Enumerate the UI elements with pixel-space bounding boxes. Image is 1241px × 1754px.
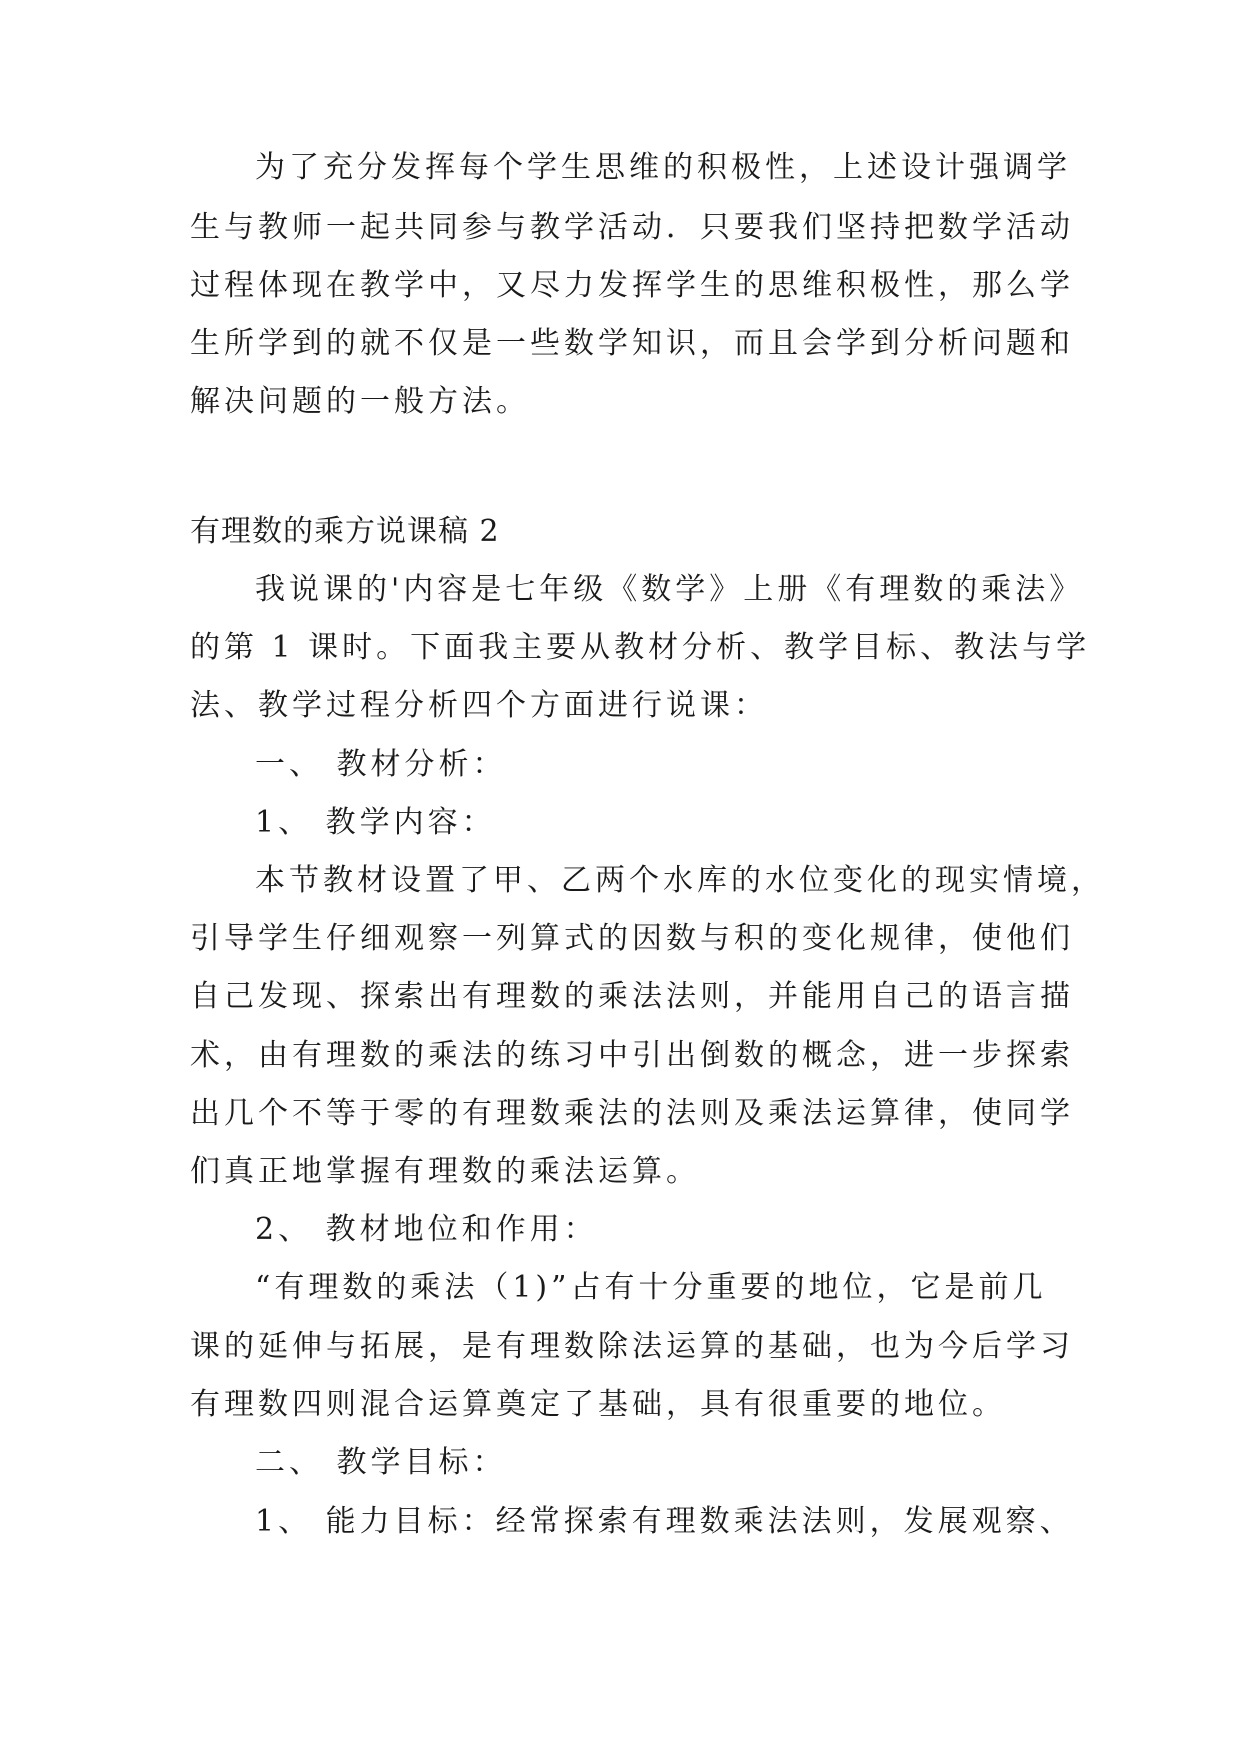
paragraph-line: 自己发现、探索出有理数的乘法法则，并能用自己的语言描: [190, 979, 1074, 1014]
subheading-textbook-role: 2、 教材地位和作用：: [255, 1212, 598, 1247]
subheading-teaching-content: 1、 教学内容：: [255, 805, 496, 840]
subheading-ability-goal: 1、 能力目标：经常探索有理数乘法法则，发展观察、: [255, 1504, 1074, 1539]
paragraph-line: 本节教材设置了甲、乙两个水库的水位变化的现实情境，: [255, 863, 1105, 898]
paragraph-line: 的第 1 课时。下面我主要从教材分析、教学目标、教法与学: [190, 630, 1091, 665]
paragraph-line: 过程体现在教学中，又尽力发挥学生的思维积极性，那么学: [190, 268, 1074, 303]
paragraph-line: 出几个不等于零的有理数乘法的法则及乘法运算律，使同学: [190, 1096, 1074, 1131]
paragraph-line: “有理数的乘法（1)”占有十分重要的地位，它是前几: [255, 1270, 1047, 1305]
paragraph-line: 术，由有理数的乘法的练习中引出倒数的概念，进一步探索: [190, 1038, 1074, 1073]
heading-teaching-goals: 二、 教学目标：: [255, 1445, 507, 1480]
paragraph-line: 引导学生仔细观察一列算式的因数与积的变化规律，使他们: [190, 921, 1074, 956]
paragraph-line: 我说课的'内容是七年级《数学》上册《有理数的乘法》: [255, 572, 1084, 607]
paragraph-line: 生与教师一起共同参与教学活动．只要我们坚持把数学活动: [190, 210, 1074, 245]
heading-textbook-analysis: 一、 教材分析：: [255, 747, 507, 782]
paragraph-line: 法、教学过程分析四个方面进行说课：: [190, 688, 768, 723]
section-title: 有理数的乘方说课稿 2: [190, 514, 500, 549]
paragraph-line: 为了充分发挥每个学生思维的积极性，上述设计强调学: [255, 150, 1071, 185]
paragraph-line: 们真正地掌握有理数的乘法运算。: [190, 1154, 700, 1189]
paragraph-line: 解决问题的一般方法。: [190, 384, 530, 419]
paragraph-line: 课的延伸与拓展，是有理数除法运算的基础，也为今后学习: [190, 1329, 1074, 1364]
paragraph-line: 有理数四则混合运算奠定了基础，具有很重要的地位。: [190, 1387, 1006, 1422]
paragraph-line: 生所学到的就不仅是一些数学知识，而且会学到分析问题和: [190, 326, 1074, 361]
